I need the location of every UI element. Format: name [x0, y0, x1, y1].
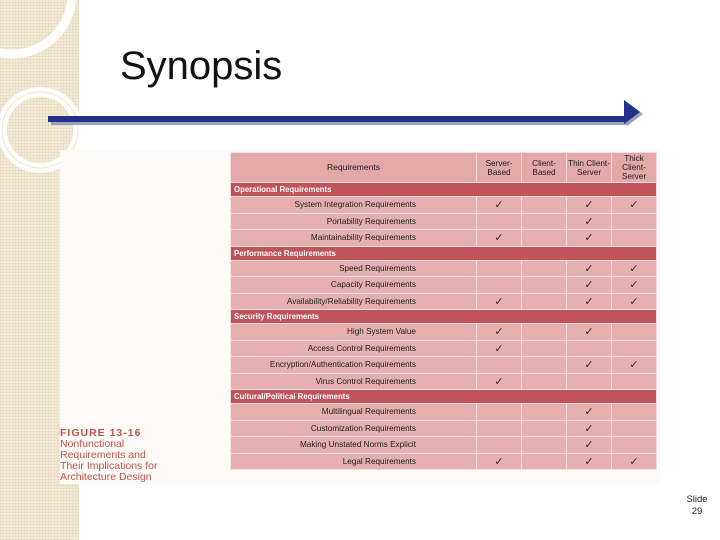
check-mark-icon: ✓	[477, 373, 522, 390]
empty-cell	[522, 260, 567, 277]
empty-cell	[612, 230, 657, 247]
section-label: Performance Requirements	[231, 246, 657, 260]
check-mark-icon: ✓	[567, 357, 612, 374]
table-section-row	[231, 246, 657, 260]
empty-cell	[477, 213, 522, 230]
empty-cell	[522, 453, 567, 470]
empty-cell	[477, 260, 522, 277]
requirement-name: Availability/Reliability Requirements	[231, 293, 477, 310]
figure-caption	[60, 428, 225, 483]
empty-cell	[522, 293, 567, 310]
column-header-requirements: Requirements	[231, 153, 477, 183]
section-label: Cultural/Political Requirements	[231, 390, 657, 404]
check-mark-icon: ✓	[612, 453, 657, 470]
requirements-table	[230, 152, 657, 470]
empty-cell	[567, 373, 612, 390]
table-row	[231, 277, 657, 294]
check-mark-icon: ✓	[612, 277, 657, 294]
slide-title: Synopsis	[120, 44, 283, 88]
table-row	[231, 324, 657, 341]
figure-caption-line: Nonfunctional	[60, 438, 125, 450]
empty-cell	[612, 324, 657, 341]
check-mark-icon: ✓	[477, 340, 522, 357]
column-header-thick-client-server: Thick Client-Server	[612, 153, 657, 183]
empty-cell	[477, 420, 522, 437]
table-section-row	[231, 310, 657, 324]
empty-cell	[612, 437, 657, 454]
table-row	[231, 260, 657, 277]
check-mark-icon: ✓	[477, 197, 522, 214]
empty-cell	[522, 437, 567, 454]
check-mark-icon: ✓	[477, 453, 522, 470]
table-row	[231, 453, 657, 470]
check-mark-icon: ✓	[612, 357, 657, 374]
arrow-head-icon	[620, 96, 644, 128]
column-header-server-based: Server-Based	[477, 153, 522, 183]
check-mark-icon: ✓	[612, 197, 657, 214]
section-label: Security Requirements	[231, 310, 657, 324]
check-mark-icon: ✓	[477, 293, 522, 310]
empty-cell	[612, 213, 657, 230]
figure-caption-line: Architecture Design	[60, 471, 152, 483]
requirement-name: Maintainability Requirements	[231, 230, 477, 247]
slide-number	[682, 494, 712, 518]
section-label: Operational Requirements	[231, 183, 657, 197]
table-row	[231, 420, 657, 437]
requirement-name: Capacity Requirements	[231, 277, 477, 294]
table-header-row	[231, 153, 657, 183]
check-mark-icon: ✓	[612, 260, 657, 277]
check-mark-icon: ✓	[567, 453, 612, 470]
requirement-name: Making Unstated Norms Explicit	[231, 437, 477, 454]
check-mark-icon: ✓	[567, 197, 612, 214]
column-header-client-based: Client-Based	[522, 153, 567, 183]
empty-cell	[522, 373, 567, 390]
check-mark-icon: ✓	[567, 324, 612, 341]
table-row	[231, 340, 657, 357]
table-row	[231, 404, 657, 421]
requirement-name: High System Value	[231, 324, 477, 341]
check-mark-icon: ✓	[567, 260, 612, 277]
table-row	[231, 213, 657, 230]
table-section-row	[231, 183, 657, 197]
check-mark-icon: ✓	[567, 420, 612, 437]
requirement-name: Customization Requirements	[231, 420, 477, 437]
empty-cell	[522, 404, 567, 421]
empty-cell	[522, 277, 567, 294]
check-mark-icon: ✓	[477, 324, 522, 341]
slide-label: Slide	[686, 494, 708, 505]
title-rule	[48, 116, 626, 122]
empty-cell	[522, 324, 567, 341]
empty-cell	[522, 357, 567, 374]
table-row	[231, 197, 657, 214]
table-row	[231, 230, 657, 247]
empty-cell	[612, 373, 657, 390]
check-mark-icon: ✓	[567, 277, 612, 294]
empty-cell	[477, 437, 522, 454]
empty-cell	[567, 340, 612, 357]
column-header-thin-client-server: Thin Client-Server	[567, 153, 612, 183]
requirement-name: Multilingual Requirements	[231, 404, 477, 421]
requirement-name: Encryption/Authentication Requirements	[231, 357, 477, 374]
slide-number-value: 29	[691, 506, 703, 517]
table-row	[231, 373, 657, 390]
check-mark-icon: ✓	[567, 437, 612, 454]
empty-cell	[612, 404, 657, 421]
empty-cell	[522, 230, 567, 247]
empty-cell	[612, 420, 657, 437]
check-mark-icon: ✓	[612, 293, 657, 310]
requirement-name: Portability Requirements	[231, 213, 477, 230]
requirement-name: Speed Requirements	[231, 260, 477, 277]
table-section-row	[231, 390, 657, 404]
check-mark-icon: ✓	[477, 230, 522, 247]
empty-cell	[477, 357, 522, 374]
check-mark-icon: ✓	[567, 404, 612, 421]
figure-caption-line: Their Implications for	[60, 460, 158, 472]
empty-cell	[612, 340, 657, 357]
check-mark-icon: ✓	[567, 293, 612, 310]
empty-cell	[522, 197, 567, 214]
requirements-table-body	[231, 183, 657, 470]
check-mark-icon: ✓	[567, 213, 612, 230]
requirement-name: Access Control Requirements	[231, 340, 477, 357]
figure-label: FIGURE 13-16	[60, 427, 142, 439]
table-row	[231, 357, 657, 374]
requirement-name: Legal Requirements	[231, 453, 477, 470]
requirement-name: Virus Control Requirements	[231, 373, 477, 390]
empty-cell	[522, 340, 567, 357]
requirement-name: System Integration Requirements	[231, 197, 477, 214]
empty-cell	[522, 420, 567, 437]
empty-cell	[522, 213, 567, 230]
empty-cell	[477, 277, 522, 294]
empty-cell	[477, 404, 522, 421]
check-mark-icon: ✓	[567, 230, 612, 247]
table-row	[231, 293, 657, 310]
table-row	[231, 437, 657, 454]
figure-caption-line: Requirements and	[60, 449, 146, 461]
